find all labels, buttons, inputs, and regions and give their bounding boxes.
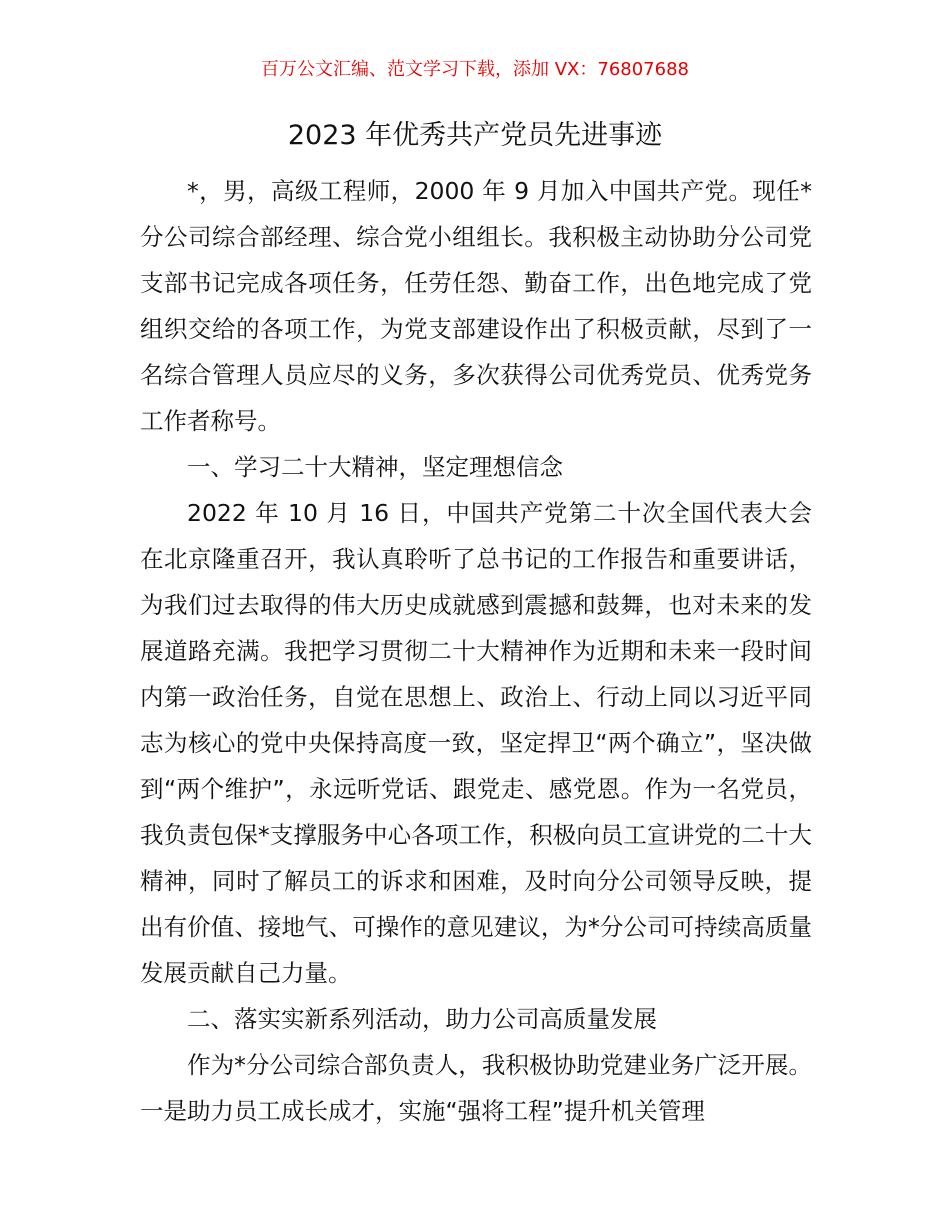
paragraph-section-2: 作为*分公司综合部负责人，我积极协助党建业务广泛开展。一是助力员工成长成才，实施“强将工程”提升机关管理 — [140, 1051, 812, 1125]
section-heading-1: 一、学习二十大精神，坚定理想信念 — [187, 453, 563, 481]
header-watermark: 百万公文汇编、范文学习下载，添加 VX：76807688 — [261, 59, 689, 80]
document-body — [140, 168, 812, 1134]
paragraph-section-1: 2022 年 10 月 16 日，中国共产党第二十次全国代表大会在北京隆重召开，我认真聆听了总书记的工作报告和重要讲话，为我们过去取得的伟大历史成就感到震撼和鼓舞，也对未来的发展道路充满。我把学习贯彻二十大精神作为近期和未来一段时间内第一政治任务，自觉在思想上、政治上、行动上同以习近平同志为核心的党中央保持高度一致，坚定捍卫“两个确立”，坚决做到“两个维护”，永远听党话、跟党走、感党恩。作为一名党员，我负责包保*支撑服务中心各项工作，积极向员工宣讲党的二十大精神，同时了解员工的诉求和困难，及时向分公司领导反映，提出有价值、接地气、可操作的意见建议，为*分公司可持续高质量发展贡献自己力量。 — [140, 499, 812, 987]
paragraph-intro: *，男，高级工程师，2000 年 9 月加入中国共产党。现任*分公司综合部经理、综合党小组组长。我积极主动协助分公司党支部书记完成各项任务，任劳任怨、勤奋工作，出色地完成了党组织交给的各项工作，为党支部建设作出了积极贡献，尽到了一名综合管理人员应尽的义务，多次获得公司优秀党员、优秀党务工作者称号。 — [140, 177, 812, 435]
page-title: 2023 年优秀共产党员先进事迹 — [287, 120, 663, 151]
section-heading-2: 二、落实实新系列活动，助力公司高质量发展 — [187, 1005, 657, 1033]
